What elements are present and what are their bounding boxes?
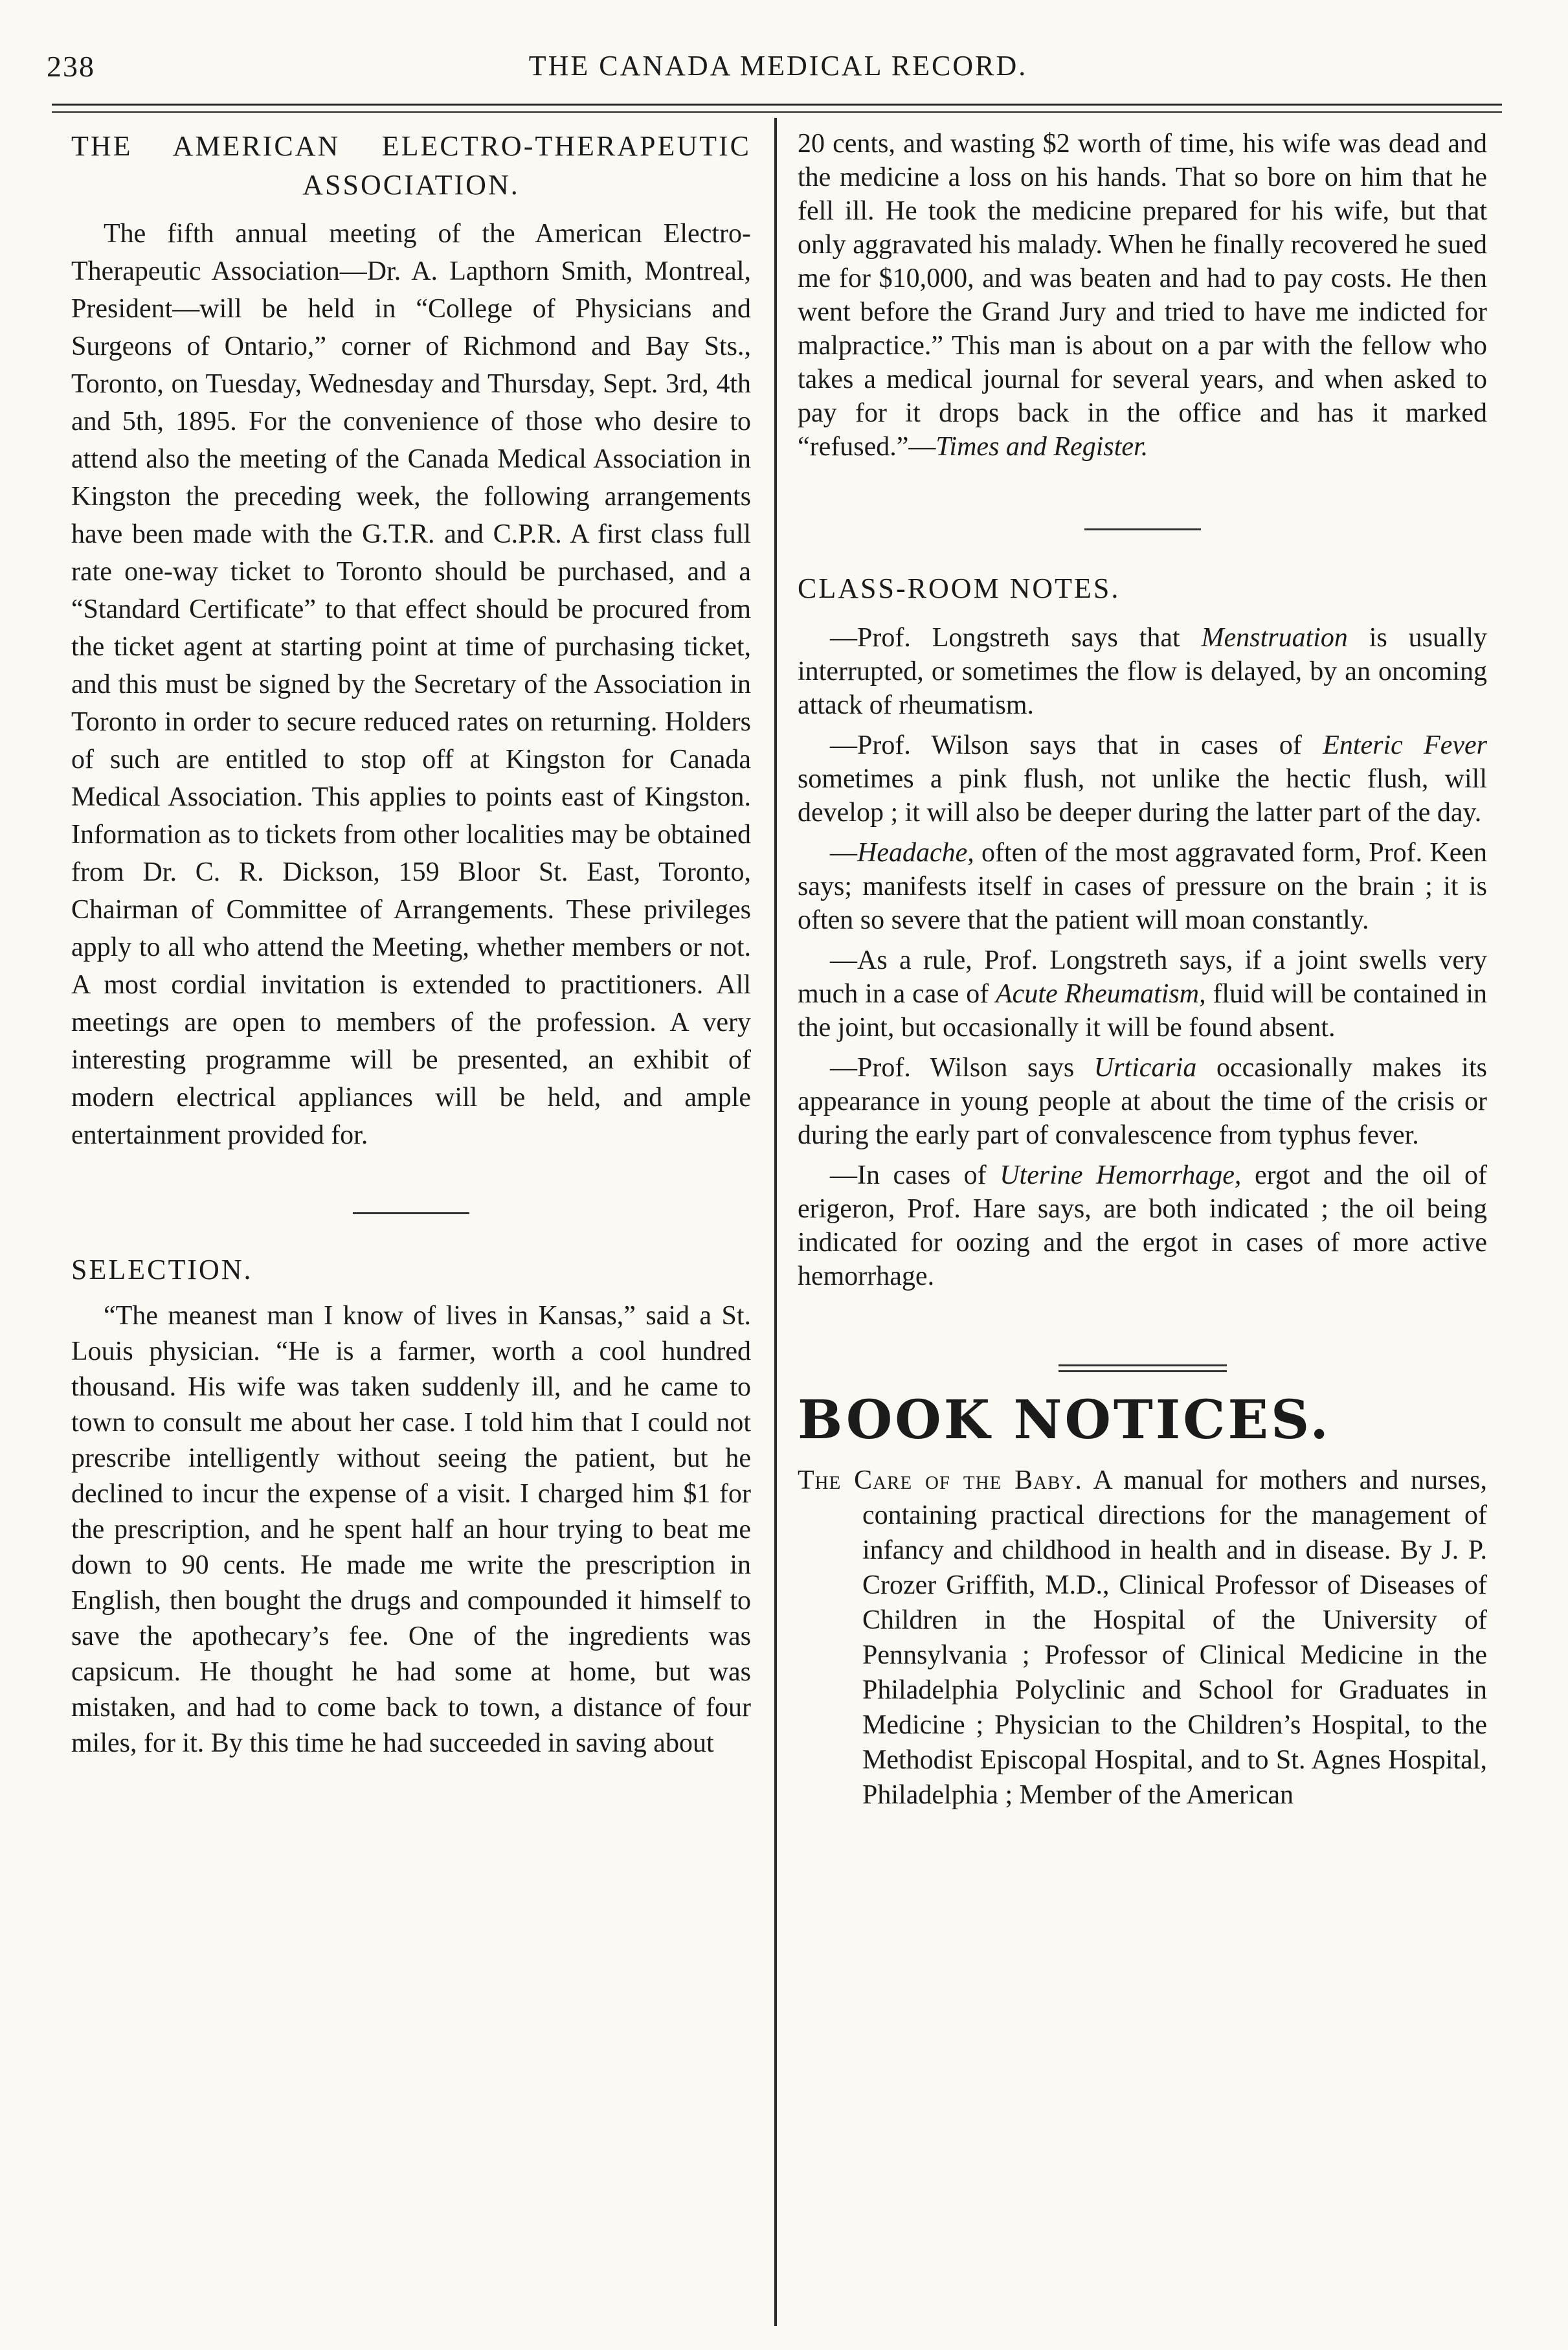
note-term: Menstruation [1201, 623, 1348, 653]
note-term: Acute Rheumatism, [996, 979, 1206, 1009]
note-term: Uterine Hemorrhage, [1000, 1160, 1242, 1190]
book-notice-entry [798, 1463, 1487, 1813]
page-header [47, 45, 1510, 97]
note-term: Enteric Fever [1323, 730, 1488, 760]
double-section-rule [1058, 1364, 1227, 1372]
header-rule-thin [52, 111, 1502, 113]
selection-continuation [798, 127, 1487, 464]
book-notice-entry-title: The Care of the Baby. [798, 1465, 1082, 1495]
running-head: THE CANADA MEDICAL RECORD. [528, 50, 1028, 82]
note-term: Headache, [857, 838, 974, 868]
continuation-text: 20 cents, and wasting $2 worth of time, his wife was dead and the medicine a loss on his hands. That so bore on him that he fell ill. He took the medicine prepared for his wife, but that only aggravated his malady. When he finally recovered he sued me for $10,000, and was beaten and had to pay costs. He then went before the Grand Jury and tried to have me indicted for malpractice.” This man is about on a par with the fellow who takes a medical journal for several years, and when asked to pay for it drops back in the office and has it marked “refused.”— [798, 129, 1487, 462]
classroom-notes-title: CLASS-ROOM NOTES. [798, 572, 1121, 604]
header-rule [52, 104, 1502, 106]
classroom-note: —As a rule, Prof. Longstreth says, if a joint swells very much in a case of Acute Rheumatism, fluid will be contained in the joint, but occasionally it will be found absent. [798, 945, 1487, 1043]
article-body-selection: “The meanest man I know of lives in Kansas,” said a St. Louis physician. “He is a farmer, worth a cool hundred thousand. His wife was taken suddenly ill, and he came to town to consult me about her case. I told him that I could not prescribe intelligently without seeing the patient, but he declined to incur the expense of a visit. I charged him $1 for the prescription, and he spent half an hour trying to beat me down to 90 cents. He made me write the prescription in English, then bought the drugs and compounded it himself to save the apothecary’s fee. One of the ingredients was capsicum. He thought he had some at home, but was mistaken, and had to come back to town, a distance of four miles, for it. By this time he had succeeded in saving about [71, 1301, 751, 1758]
classroom-notes-list [798, 621, 1487, 1293]
article-body-electro-therapeutic: The fifth annual meeting of the American Electro-Therapeutic Association—Dr. A. Lapthorn Smith, Montreal, President—will be held in “College of Physicians and Surgeons of Ontario,” corner of Richmond and Bay Sts., Toronto, on Tuesday, Wednesday and Thursday, Sept. 3rd, 4th and 5th, 1895. For the convenience of those who desire to attend also the meeting of the Canada Medical Association in Kingston the preceding week, the following arrangements have been made with the G.T.R. and C.P.R. A first class full rate one-way ticket to Toronto should be purchased, and a “Standard Certificate” to that effect should be procured from the ticket agent at starting point at time of purchasing ticket, and this must be signed by the Secretary of the Association in Toronto in order to secure reduced rates on returning. Holders of such are entitled to stop off at Kingston for Canada Medical Association. This applies to points east of Kingston. Information as to tickets from other localities may be obtained from Dr. C. R. Dickson, 159 Bloor St. East, Toronto, Chairman of Committee of Arrangements. These privileges apply to all who attend the Meeting, whether members or not. A most cordial invitation is extended to practitioners. All meetings are open to members of the profession. A very interesting programme will be presented, an exhibit of modern electrical appliances will be held, and ample entertainment provided for. [71, 219, 751, 1150]
book-notices-title: BOOK NOTICES. [798, 1389, 1331, 1451]
book-notice-entry-body: A manual for mothers and nurses, containing practical directions for the management of infancy and childhood in health and in disease. By J. P. Crozer Griffith, M.D., Clinical Professor of Diseases of Children in the Hospital of the University of Pennsylvania ; Professor of Clinical Medicine in the Philadelphia Polyclinic and School for Graduates in Medicine ; Physician to the Children’s Hospital, to the Methodist Episcopal Hospital, and to St. Agnes Hospital, Philadelphia ; Member of the American [862, 1465, 1488, 1810]
note-term: Urticaria [1093, 1053, 1197, 1083]
classroom-note: —In cases of Uterine Hemorrhage, ergot and the oil of erigeron, Prof. Hare says, are both indicated ; the oil being indicated for oozing and the ergot in cases of more active hemorrhage. [798, 1160, 1487, 1291]
classroom-note: —Headache, often of the most aggravated form, Prof. Keen says; manifests itself in cases of pressure on the brain ; it is often so severe that the patient will moan constantly. [798, 838, 1487, 935]
page-number: 238 [47, 50, 95, 83]
classroom-note: —Prof. Wilson says that in cases of Enteric Fever sometimes a pink flush, not unlike the hectic flush, will develop ; it will also be deeper during the latter part of the day. [798, 730, 1488, 828]
continuation-source: Times and Register. [935, 432, 1148, 462]
classroom-note: —Prof. Wilson says Urticaria occasionally makes its appearance in young people at about the time of the crisis or during the early part of convalescence from typhus fever. [798, 1053, 1487, 1150]
article-title-selection: SELECTION. [71, 1254, 253, 1285]
column-divider [774, 118, 777, 2326]
article-title-electro-therapeutic: THE AMERICAN ELECTRO-THERAPEUTIC ASSOCIATION. [71, 130, 751, 201]
classroom-note: —Prof. Longstreth says that Menstruation is usually interrupted, or sometimes the flow is delayed, by an oncoming attack of rheumatism. [798, 623, 1487, 720]
left-column [71, 127, 751, 1761]
right-column [798, 127, 1487, 1813]
